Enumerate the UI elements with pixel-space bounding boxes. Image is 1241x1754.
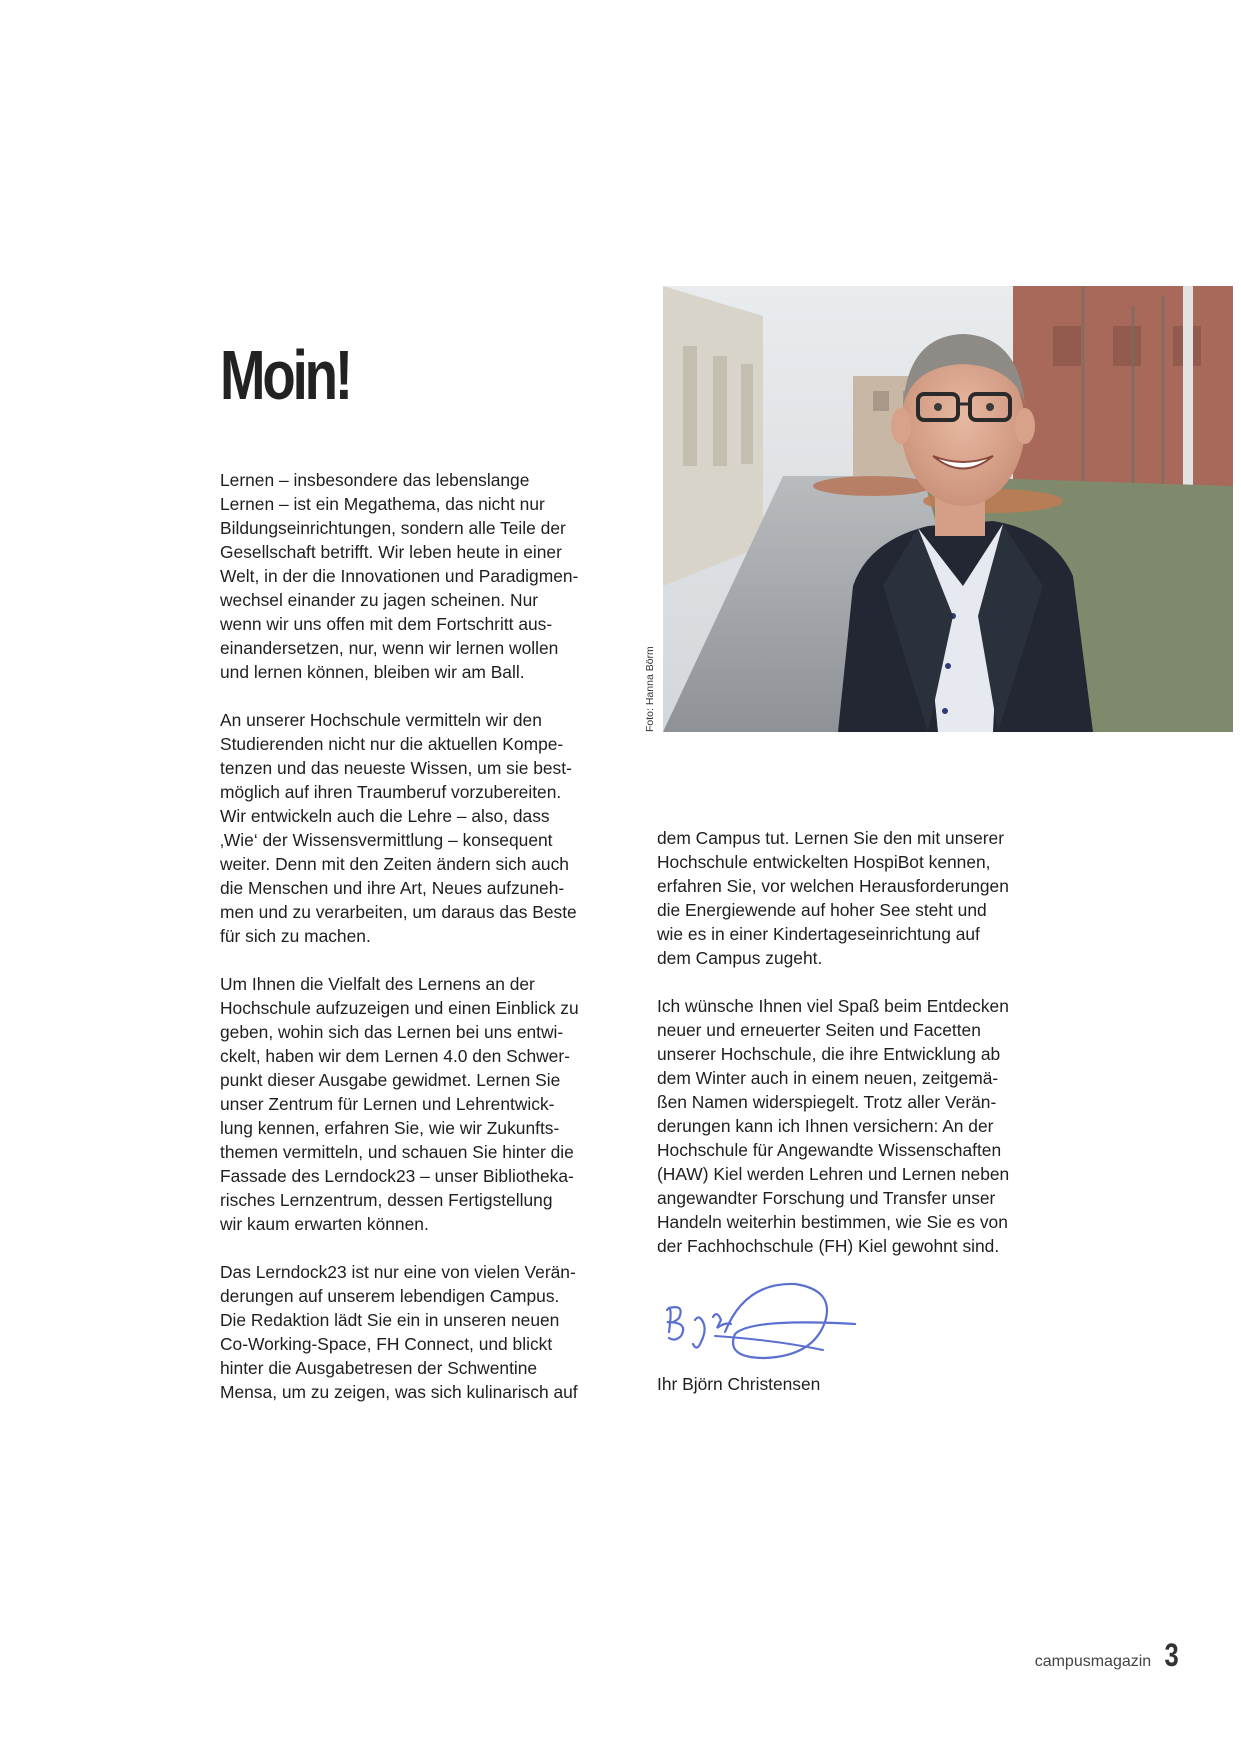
paragraph: Um Ihnen die Vielfalt des Lernens an der Hochschule aufzuzeigen und einen Einblick zu geben, wohin sich das Lernen bei uns entwi- ckelt, haben wir dem Lernen 4.0 den Schwer- punkt dieser Ausgabe gewidmet. Lernen Sie unser Zentrum für Lernen und Lehrentwick- lung kennen, erfahren Sie, wie wir Zukunfts- themen vermitteln, und schauen Sie hinter die Fassade des Lerndock23 – unser Bibliotheka- risches Lernzentrum, dessen Fertigstellung wir kaum erwarten können. bbox=[220, 974, 579, 1234]
paragraph: Ich wünsche Ihnen viel Spaß beim Entdecken neuer und erneuerter Seiten und Facetten unserer Hochschule, die ihre Entwicklung ab dem Winter auch in einem neuen, zeitgemä- ßen Namen widerspiegelt. Trotz aller Verän- derungen kann ich Ihnen versichern: An der Hochschule für Angewandte Wissenschaften (HAW) Kiel werden Lehren und Lernen neben angewandter Forschung und Transfer unser Handeln weiterhin bestimmen, wie Sie es von der Fachhochschule (FH) Kiel gewohnt sind. bbox=[657, 996, 1010, 1256]
portrait-photo bbox=[663, 286, 1233, 732]
magazine-name: campusmagazin bbox=[1034, 1653, 1152, 1670]
left-text-column bbox=[220, 468, 610, 1428]
paragraph: Das Lerndock23 ist nur eine von vielen Verän- derungen auf unserem lebendigen Campus. Die Redaktion lädt Sie ein in unseren neuen Co-Working-Space, FH Connect, und blickt hinter die Ausgabetresen der Schwentine Mensa, um zu zeigen, was sich kulinarisch auf bbox=[220, 1262, 578, 1402]
paragraph: An unserer Hochschule vermitteln wir den Studierenden nicht nur die aktuellen Kompe- tenzen und das neueste Wissen, um sie best- möglich auf ihren Traumberuf vorzubereiten. Wir entwickeln auch die Lehre – also, dass ‚Wie‘ der Wissensvermittlung – konsequent weiter. Denn mit den Zeiten ändern sich auch die Menschen und ihre Art, Neues aufzuneh- men und zu verarbeiten, um daraus das Beste für sich zu machen. bbox=[220, 710, 577, 946]
paragraph: dem Campus tut. Lernen Sie den mit unserer Hochschule entwickelten HospiBot kennen, erfahren Sie, vor welchen Herausforderungen die Energiewende auf hoher See steht und wie es in einer Kindertageseinrichtung auf dem Campus zugeht. bbox=[657, 828, 1009, 968]
right-text-column bbox=[657, 826, 1057, 1282]
photo-credit: Foto: Hanna Börm bbox=[644, 646, 656, 732]
signoff: Ihr Björn Christensen bbox=[657, 1374, 821, 1394]
paragraph: Lernen – insbesondere das lebenslange Lernen – ist ein Megathema, das nicht nur Bildungseinrichtungen, sondern alle Teile der Gesellschaft betrifft. Wir leben heute in einer Welt, in der die Innovationen und Paradigmen- wechsel einander zu jagen scheinen. Nur wenn wir uns offen mit dem Fortschritt aus- einandersetzen, nur, wenn wir lernen wollen und lernen können, bleiben wir am Ball. bbox=[220, 470, 579, 682]
page-number: 3 bbox=[1164, 1637, 1179, 1673]
page-footer bbox=[1035, 1637, 1179, 1674]
page-title: Moin! bbox=[220, 336, 350, 414]
signature bbox=[655, 1262, 865, 1372]
